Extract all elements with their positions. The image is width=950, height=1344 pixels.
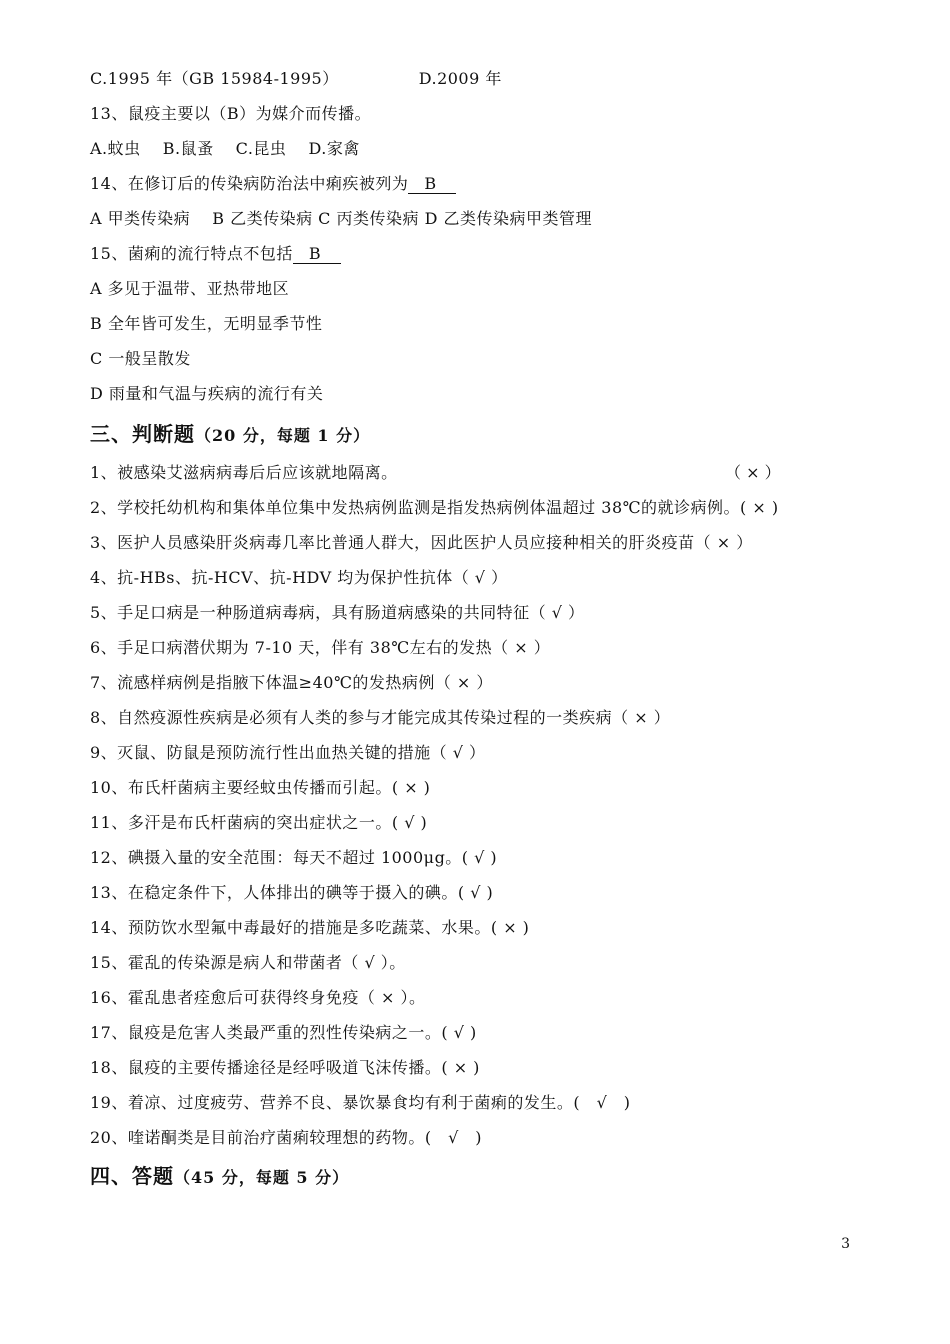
section-4-title: 四、答题 — [90, 1164, 174, 1188]
tf-item-4: 4、抗-HBs、抗-HCV、抗-HDV 均为保护性抗体（ √ ） — [90, 568, 508, 587]
question-14-text: 14、在修订后的传染病防治法中痢疾被列为 — [90, 174, 409, 193]
tf-item-16: 16、霍乱患者痊愈后可获得终身免疫（ × ）。 — [90, 988, 426, 1007]
question-14 — [90, 171, 456, 194]
option-c-1995: C.1995 年（GB 15984-1995） — [90, 69, 339, 88]
tf-item-17: 17、鼠疫是危害人类最严重的烈性传染病之一。( √ ) — [90, 1023, 477, 1042]
question-13-options: A.蚊虫 B.鼠蚤 C.昆虫 D.家禽 — [90, 139, 360, 158]
tf-item-1-mark: （ × ） — [725, 463, 781, 482]
question-15-answer: B — [293, 244, 341, 264]
tf-item-5: 5、手足口病是一种肠道病毒病，具有肠道病感染的共同特征（ √ ） — [90, 603, 585, 622]
tf-item-8: 8、自然疫源性疾病是必须有人类的参与才能完成其传染过程的一类疾病（ × ） — [90, 708, 671, 727]
question-15-option-a: A 多见于温带、亚热带地区 — [90, 279, 290, 298]
tf-item-6: 6、手足口病潜伏期为 7-10 天，伴有 38℃左右的发热（ × ） — [90, 638, 551, 657]
option-d-2009: D.2009 年 — [418, 69, 502, 88]
tf-item-1 — [90, 460, 398, 483]
section-3-heading — [90, 418, 370, 447]
tf-item-20: 20、喹诺酮类是目前治疗菌痢较理想的药物。( √ ) — [90, 1128, 483, 1147]
page-number: 3 — [841, 1236, 850, 1252]
tf-item-15: 15、霍乱的传染源是病人和带菌者（ √ ）。 — [90, 953, 406, 972]
tf-item-3: 3、医护人员感染肝炎病毒几率比普通人群大，因此医护人员应接种相关的肝炎疫苗（ × ） — [90, 533, 753, 552]
tf-item-10: 10、布氏杆菌病主要经蚊虫传播而引起。( × ) — [90, 778, 431, 797]
tf-item-19: 19、着凉、过度疲劳、营养不良、暴饮暴食均有利于菌痢的发生。( √ ) — [90, 1093, 631, 1112]
question-14-options: A 甲类传染病 B 乙类传染病 C 丙类传染病 D 乙类传染病甲类管理 — [90, 209, 592, 228]
question-15-text: 15、菌痢的流行特点不包括 — [90, 244, 293, 263]
section-4-heading — [90, 1160, 349, 1189]
question-15-option-b: B 全年皆可发生，无明显季节性 — [90, 314, 323, 333]
section-3-note: （20 分，每题 1 分） — [195, 426, 371, 445]
tf-item-1-text: 1、被感染艾滋病病毒后后应该就地隔离。 — [90, 463, 398, 482]
question-15 — [90, 241, 341, 264]
question-15-option-d: D 雨量和气温与疾病的流行有关 — [90, 384, 324, 403]
tf-item-7: 7、流感样病例是指腋下体温≥40℃的发热病例（ × ） — [90, 673, 493, 692]
section-3-title: 三、判断题 — [90, 422, 195, 446]
section-4-note: （45 分，每题 5 分） — [174, 1168, 350, 1187]
tf-item-9: 9、灭鼠、防鼠是预防流行性出血热关键的措施（ √ ） — [90, 743, 486, 762]
tf-item-11: 11、多汗是布氏杆菌病的突出症状之一。( √ ) — [90, 813, 428, 832]
mc-option-line-cd — [90, 66, 502, 89]
tf-item-12: 12、碘摄入量的安全范围：每天不超过 1000μg。( √ ) — [90, 848, 498, 867]
tf-item-13: 13、在稳定条件下，人体排出的碘等于摄入的碘。( √ ) — [90, 883, 494, 902]
question-13: 13、鼠疫主要以（B）为媒介而传播。 — [90, 104, 372, 123]
tf-item-18: 18、鼠疫的主要传播途径是经呼吸道飞沫传播。( × ) — [90, 1058, 480, 1077]
question-15-option-c: C 一般呈散发 — [90, 349, 191, 368]
tf-item-14: 14、预防饮水型氟中毒最好的措施是多吃蔬菜、水果。( × ) — [90, 918, 530, 937]
question-14-answer: B — [408, 174, 456, 194]
tf-item-2: 2、学校托幼机构和集体单位集中发热病例监测是指发热病例体温超过 38℃的就诊病例。( × ) — [90, 498, 779, 517]
